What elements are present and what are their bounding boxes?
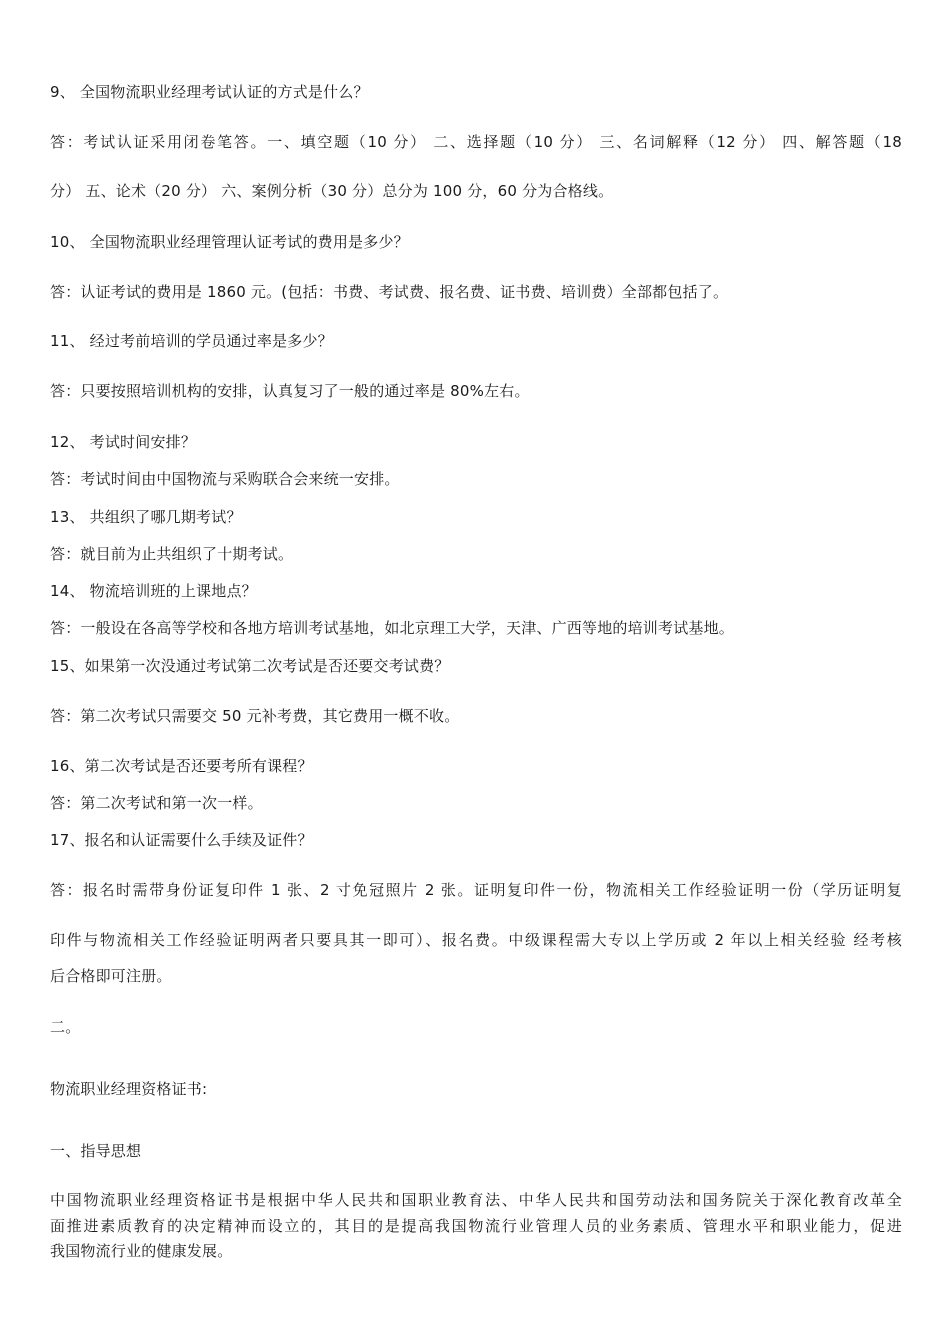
answer-15: 答：第二次考试只需要交 50 元补考费，其它费用一概不收。 bbox=[50, 707, 460, 725]
question-9: 9、 全国物流职业经理考试认证的方式是什么？ bbox=[50, 83, 369, 101]
paragraph-line-2: 面推进素质教育的决定精神而设立的，其目的是提高我国物流行业管理人员的业务素质、管理水平和职业能力，促进 bbox=[50, 1217, 902, 1235]
answer-12: 答：考试时间由中国物流与采购联合会来统一安排。 bbox=[50, 470, 400, 488]
question-17: 17、报名和认证需要什么手续及证件？ bbox=[50, 831, 313, 849]
paragraph-line-3: 我国物流行业的健康发展。 bbox=[50, 1242, 233, 1260]
answer-14: 答：一般设在各高等学校和各地方培训考试基地，如北京理工大学，天津、广西等地的培训考试基地。 bbox=[50, 619, 735, 637]
answer-16: 答：第二次考试和第一次一样。 bbox=[50, 794, 263, 812]
answer-17-line-3: 后合格即可注册。 bbox=[50, 967, 172, 985]
certificate-title: 物流职业经理资格证书: bbox=[50, 1080, 208, 1098]
question-13: 13、 共组织了哪几期考试？ bbox=[50, 508, 242, 526]
question-15: 15、如果第一次没通过考试第二次考试是否还要交考试费？ bbox=[50, 657, 450, 675]
answer-17-line-2: 印件与物流相关工作经验证明两者只要具其一即可）、报名费。中级课程需大专以上学历或 2 年以上相关经验 经考核 bbox=[50, 931, 902, 949]
answer-9-line-1: 答：考试认证采用闭卷笔答。一、填空题（10 分） 二、选择题（10 分） 三、名词解释（12 分） 四、解答题（18 bbox=[50, 133, 902, 151]
answer-11: 答：只要按照培训机构的安排，认真复习了一般的通过率是 80%左右。 bbox=[50, 382, 530, 400]
answer-10: 答：认证考试的费用是 1860 元。(包括：书费、考试费、报名费、证书费、培训费）全部都包括了。 bbox=[50, 283, 729, 301]
answer-9-line-2: 分） 五、论术（20 分） 六、案例分析（30 分）总分为 100 分，60 分为合格线。 bbox=[50, 182, 614, 200]
section-heading: 二。 bbox=[50, 1018, 81, 1036]
question-16: 16、第二次考试是否还要考所有课程？ bbox=[50, 757, 313, 775]
guide-heading: 一、指导思想 bbox=[50, 1142, 142, 1160]
question-12: 12、 考试时间安排？ bbox=[50, 433, 197, 451]
question-14: 14、 物流培训班的上课地点？ bbox=[50, 582, 257, 600]
question-10: 10、 全国物流职业经理管理认证考试的费用是多少？ bbox=[50, 233, 409, 251]
answer-13: 答：就目前为止共组织了十期考试。 bbox=[50, 545, 294, 563]
question-11: 11、 经过考前培训的学员通过率是多少？ bbox=[50, 332, 333, 350]
paragraph-line-1: 中国物流职业经理资格证书是根据中华人民共和国职业教育法、中华人民共和国劳动法和国务院关于深化教育改革全 bbox=[50, 1191, 902, 1209]
answer-17-line-1: 答：报名时需带身份证复印件 1 张、2 寸免冠照片 2 张。证明复印件一份，物流相关工作经验证明一份（学历证明复 bbox=[50, 881, 902, 899]
